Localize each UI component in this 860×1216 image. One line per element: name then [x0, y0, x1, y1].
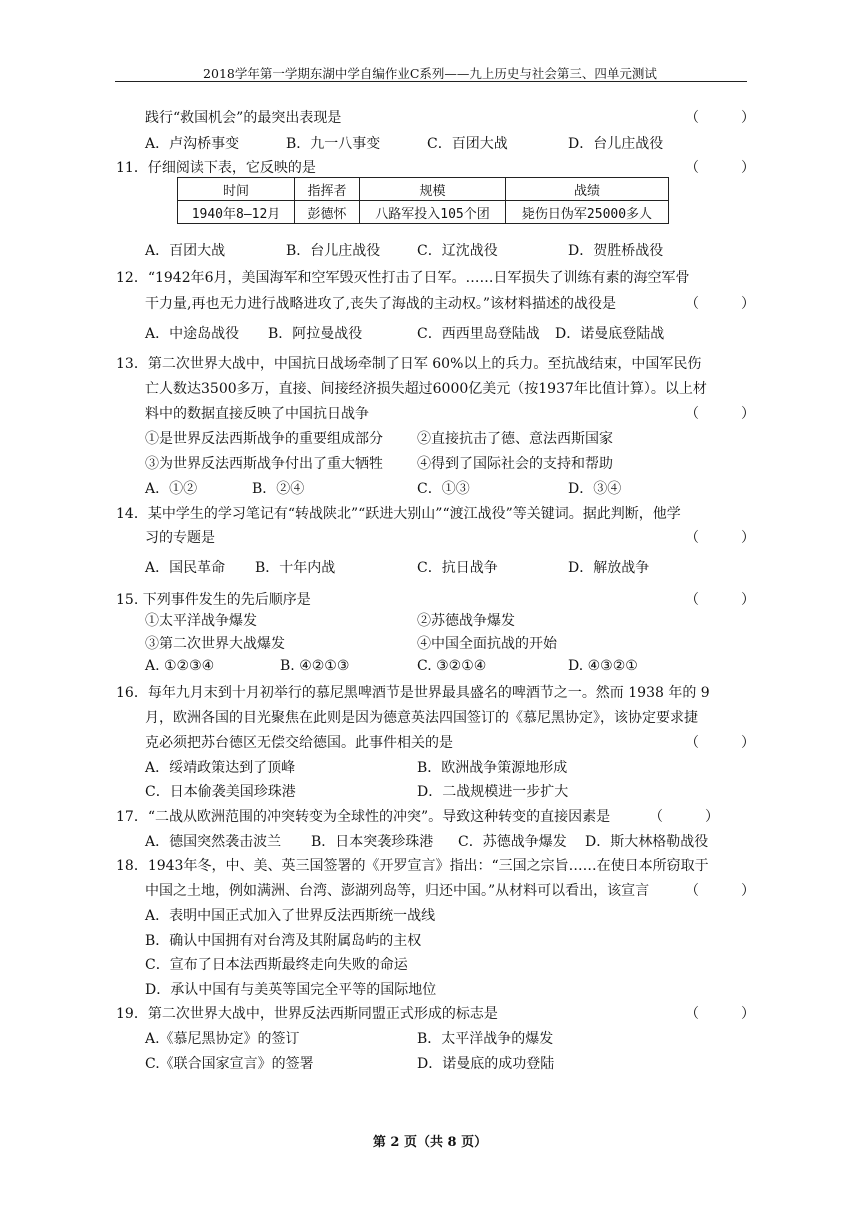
- q13-option-d: D．③④: [568, 481, 622, 497]
- q18-option-d: D．承认中国有与美英等国完全平等的国际地位: [145, 982, 437, 998]
- q15-event-1: ①太平洋战争爆发: [145, 613, 257, 629]
- q14-line-2: 习的专题是: [145, 530, 215, 546]
- q19-stem: 19．第二次世界大战中，世界反法西斯同盟正式形成的标志是: [116, 1006, 498, 1022]
- q19-option-a: A.《慕尼黑协定》的签订: [145, 1031, 300, 1047]
- q12-option-c: C．西西里岛登陆战: [417, 326, 540, 342]
- q15-event-3: ③第二次世界大战爆发: [145, 636, 285, 652]
- q15-bracket: （ ）: [685, 592, 755, 608]
- q17-option-c: C．苏德战争爆发: [458, 834, 567, 850]
- q16-option-d: D．二战规模进一步扩大: [417, 784, 569, 800]
- q16-option-c: C．日本偷袭美国珍珠港: [145, 784, 296, 800]
- q12-line-2: 干力量,再也无力进行战略进攻了,丧失了海战的主动权。”该材料描述的战役是: [145, 296, 617, 312]
- table-row: [178, 201, 669, 224]
- q12-line-1: 12．“1942年6月，美国海军和空军毁灭性打击了日军。……日军损失了训练有素的海空军骨: [116, 270, 690, 286]
- q11-option-d: D．贺胜桥战役: [568, 243, 664, 259]
- q12-option-a: A．中途岛战役: [145, 326, 240, 342]
- q16-line-3: 克必须把苏台德区无偿交给德国。此事件相关的是: [145, 735, 453, 751]
- q14-option-d: D．解放战争: [568, 560, 650, 576]
- q11-stem: 11．仔细阅读下表，它反映的是: [116, 160, 316, 176]
- q11-bracket: （ ）: [685, 160, 755, 176]
- q17-bracket: （ ）: [649, 809, 719, 825]
- q14-option-c: C．抗日战争: [417, 560, 498, 576]
- q15-option-b: B. ④②①③: [280, 658, 350, 674]
- q15-event-2: ②苏德战争爆发: [417, 613, 515, 629]
- table-header-row: [178, 178, 669, 201]
- q13-statement-4: ④得到了国际社会的支持和帮助: [417, 456, 613, 472]
- q11-option-c: C．辽沈战役: [417, 243, 498, 259]
- table-cell: 八路军投入105个团: [360, 201, 506, 224]
- table-cell: 毙伤日伪军25000多人: [506, 201, 669, 224]
- q17-stem: 17．“二战从欧洲范围的冲突转变为全球性的冲突”。导致这种转变的直接因素是: [116, 809, 611, 825]
- q14-option-b: B．十年内战: [255, 560, 336, 576]
- table-cell: 彭德怀: [295, 201, 360, 224]
- table-header-cell: 指挥者: [295, 178, 360, 201]
- q11-option-a: A．百团大战: [145, 243, 226, 259]
- q18-line-1: 18．1943年冬，中、美、英三国签署的《开罗宣言》指出：“三国之宗旨……在使日本所窃取于: [116, 858, 709, 874]
- q12-option-d: D．诺曼底登陆战: [555, 326, 665, 342]
- q13-statement-3: ③为世界反法西斯战争付出了重大牺牲: [145, 456, 383, 472]
- q13-option-a: A．①②: [145, 481, 198, 497]
- q14-bracket: （ ）: [685, 530, 755, 546]
- q10-bracket: （ ）: [685, 110, 755, 126]
- q13-line-1: 13．第二次世界大战中，中国抗日战场牵制了日军 60%以上的兵力。至抗战结束，中国军民伤: [116, 356, 702, 372]
- q13-option-c: C．①③: [417, 481, 470, 497]
- q12-bracket: （ ）: [685, 296, 755, 312]
- q19-option-b: B．太平洋战争的爆发: [417, 1031, 554, 1047]
- q16-option-a: A．绥靖政策达到了顶峰: [145, 760, 296, 776]
- q13-option-b: B．②④: [252, 481, 305, 497]
- q10-stem: 践行“救国机会”的最突出表现是: [145, 110, 342, 126]
- q15-option-c: C. ③②①④: [417, 658, 487, 674]
- q11-table: [177, 177, 669, 224]
- page-header: 2018学年第一学期东湖中学自编作业C系列——九上历史与社会第三、四单元测试: [203, 66, 657, 81]
- table-header-cell: 规模: [360, 178, 506, 201]
- q16-bracket: （ ）: [685, 735, 755, 751]
- q18-option-b: B．确认中国拥有对台湾及其附属岛屿的主权: [145, 933, 422, 949]
- q10-option-b: B．九一八事变: [286, 136, 381, 152]
- q19-option-c: C.《联合国家宣言》的签署: [145, 1056, 314, 1072]
- q18-line-2: 中国之土地，例如满洲、台湾、澎湖列岛等，归还中国。”从材料可以看出，该宣言: [145, 883, 650, 899]
- q19-bracket: （ ）: [685, 1006, 755, 1022]
- q18-option-a: A．表明中国正式加入了世界反法西斯统一战线: [145, 908, 436, 924]
- q10-option-a: A．卢沟桥事变: [145, 136, 240, 152]
- q15-option-d: D. ④③②①: [568, 658, 638, 674]
- q12-option-b: B．阿拉曼战役: [268, 326, 363, 342]
- table-header-cell: 战绩: [506, 178, 669, 201]
- q13-bracket: （ ）: [685, 406, 755, 422]
- page-footer: 第 2 页（共 8 页）: [372, 1135, 488, 1150]
- q18-option-c: C．宣布了日本法西斯最终走向失败的命运: [145, 957, 408, 973]
- q10-option-c: C．百团大战: [427, 136, 508, 152]
- q17-option-a: A．德国突然袭击波兰: [145, 834, 282, 850]
- q16-line-2: 月，欧洲各国的目光聚焦在此则是因为德意英法四国签订的《慕尼黑协定》，该协定要求捷: [145, 710, 698, 726]
- header-rule: [115, 81, 747, 82]
- q10-option-d: D．台儿庄战役: [568, 136, 664, 152]
- q13-line-3: 料中的数据直接反映了中国抗日战争: [145, 406, 369, 422]
- q15-stem: 15. 下列事件发生的先后顺序是: [116, 592, 311, 608]
- q13-statement-1: ①是世界反法西斯战争的重要组成部分: [145, 431, 383, 447]
- q16-option-b: B．欧洲战争策源地形成: [417, 760, 568, 776]
- q17-option-b: B．日本突袭珍珠港: [311, 834, 434, 850]
- q13-line-2: 亡人数达3500多万，直接、间接经济损失超过6000亿美元（按1937年比值计算）。以上材: [145, 381, 707, 397]
- q16-line-1: 16．每年九月末到十月初举行的慕尼黑啤酒节是世界最具盛名的啤酒节之一。然而 1938 年的 9: [116, 685, 710, 701]
- table-cell: 1940年8—12月: [178, 201, 295, 224]
- q15-event-4: ④中国全面抗战的开始: [417, 636, 557, 652]
- table-header-cell: 时间: [178, 178, 295, 201]
- q14-line-1: 14．某中学生的学习笔记有“转战陕北”“跃进大别山”“渡江战役”等关键词。据此判断，他学: [116, 506, 681, 522]
- q18-bracket: （ ）: [685, 883, 755, 899]
- q19-option-d: D．诺曼底的成功登陆: [417, 1056, 555, 1072]
- q13-statement-2: ②直接抗击了德、意法西斯国家: [417, 431, 613, 447]
- q14-option-a: A．国民革命: [145, 560, 226, 576]
- q11-option-b: B．台儿庄战役: [286, 243, 381, 259]
- q15-option-a: A. ①②③④: [145, 658, 215, 674]
- q17-option-d: D．斯大林格勒战役: [585, 834, 709, 850]
